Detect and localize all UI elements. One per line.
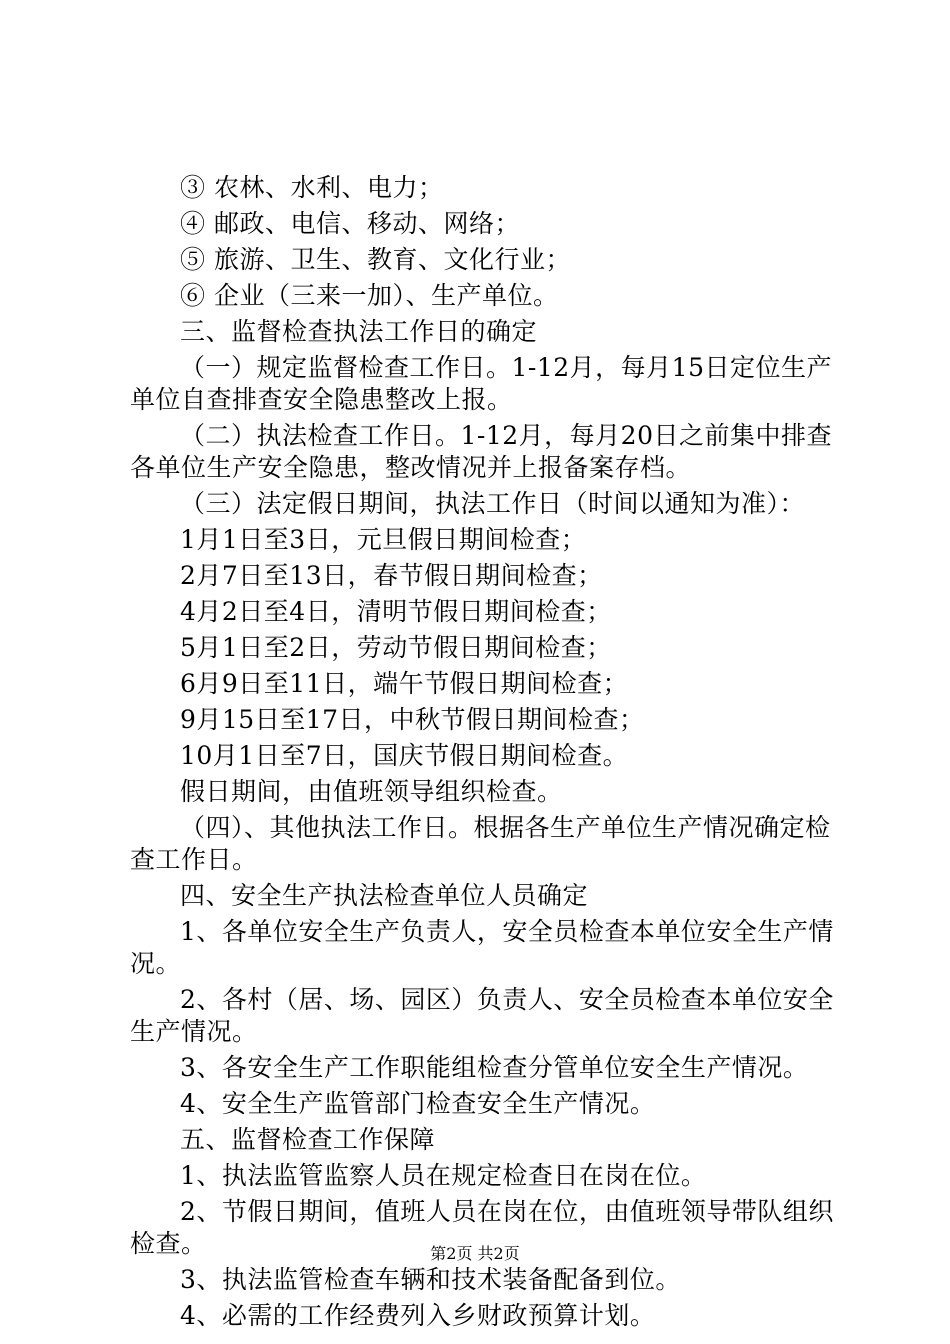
section-heading: 五、监督检查工作保障 (180, 1125, 436, 1154)
paragraph: 1、各单位安全生产负责人，安全员检查本单位安全生产情况。 (130, 917, 834, 978)
paragraph: 4、必需的工作经费列入乡财政预算计划。 (180, 1301, 656, 1330)
page-number-label: 第2页 共2页 (430, 1244, 520, 1263)
section-heading: 三、监督检查执法工作日的确定 (180, 317, 538, 346)
paragraph: ⑤ 旅游、卫生、教育、文化行业； (180, 245, 571, 274)
paragraph: 2月7日至13日，春节假日期间检查； (180, 561, 603, 590)
paragraph: ④ 邮政、电信、移动、网络； (180, 209, 520, 238)
paragraph: 2、节假日期间，值班人员在岗在位，由值班领导带队组织检查。 (130, 1197, 834, 1258)
paragraph: 1月1日至3日，元旦假日期间检查； (180, 525, 587, 554)
paragraph: 5月1日至2日，劳动节假日期间检查； (180, 633, 612, 662)
page-footer (0, 1244, 950, 1264)
paragraph: （二）执法检查工作日。1-12月，每月20日之前集中排查各单位生产安全隐患，整改情况并上报备案存档。 (130, 421, 832, 482)
paragraph: 4、安全生产监管部门检查安全生产情况。 (180, 1089, 656, 1118)
section-heading: 四、安全生产执法检查单位人员确定 (180, 881, 589, 910)
document-body (130, 172, 834, 1336)
paragraph: 4月2日至4日，清明节假日期间检查； (180, 597, 612, 626)
paragraph: 3、执法监管检查车辆和技术装备配备到位。 (180, 1265, 681, 1294)
paragraph: 6月9日至11日，端午节假日期间检查； (180, 669, 629, 698)
paragraph: 2、各村（居、场、园区）负责人、安全员检查本单位安全生产情况。 (130, 985, 834, 1046)
paragraph: （三）法定假日期间，执法工作日（时间以通知为准）： (180, 489, 806, 518)
paragraph: ⑥ 企业（三来一加）、生产单位。 (180, 281, 559, 310)
paragraph: （四）、其他执法工作日。根据各生产单位生产情况确定检查工作日。 (130, 813, 831, 874)
paragraph: ③ 农林、水利、电力； (180, 173, 444, 202)
paragraph: 假日期间，由值班领导组织检查。 (180, 777, 563, 806)
paragraph: 3、各安全生产工作职能组检查分管单位安全生产情况。 (180, 1053, 809, 1082)
paragraph: 9月15日至17日，中秋节假日期间检查； (180, 705, 645, 734)
paragraph: （一）规定监督检查工作日。1-12月，每月15日定位生产单位自查排查安全隐患整改上报。 (130, 353, 832, 414)
paragraph: 1、执法监管监察人员在规定检查日在岗在位。 (180, 1161, 707, 1190)
paragraph: 10月1日至7日，国庆节假日期间检查。 (180, 741, 629, 770)
